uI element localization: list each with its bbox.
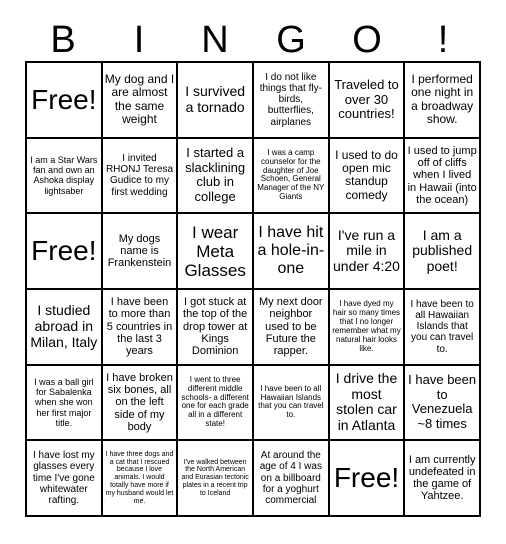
bingo-cell[interactable] [404, 440, 480, 516]
bingo-cell-text: Free! [333, 462, 400, 494]
bingo-cell[interactable] [102, 365, 178, 441]
bingo-cell[interactable] [26, 365, 102, 441]
bingo-cell[interactable] [177, 62, 253, 138]
bingo-cell[interactable] [26, 213, 102, 289]
bingo-header [25, 18, 481, 62]
bingo-cell[interactable] [404, 138, 480, 214]
bingo-cell[interactable] [329, 213, 405, 289]
bingo-cell[interactable] [329, 289, 405, 365]
bingo-cell-text: I invited RHONJ Teresa Gudice to my first wedding [105, 153, 174, 198]
bingo-cell-text: I have been to more than 5 countries in the last 3 years [106, 296, 173, 358]
bingo-cell-text: At around the age of 4 I was on a billboard for a yoghurt commercial [259, 450, 322, 506]
bingo-cell[interactable] [177, 138, 253, 214]
bingo-cell[interactable] [177, 289, 253, 365]
bingo-cell[interactable] [253, 138, 329, 214]
bingo-cell-text: Free! [31, 235, 97, 267]
bingo-cell[interactable] [253, 365, 329, 441]
bingo-cell[interactable] [253, 62, 329, 138]
bingo-cell[interactable] [102, 213, 178, 289]
bingo-cell-text: I got stuck at the top of the drop tower at Kings Dominion [183, 296, 248, 358]
bingo-cell-text: I was a camp counselor for the daughter of Joe Schoen, General Manager of the NY Giants [257, 147, 325, 202]
bingo-cell[interactable] [404, 365, 480, 441]
header-letter-g: G [276, 19, 306, 61]
bingo-cell-text: I have been to all Hawaiian Islands that you can travel to. [410, 298, 474, 355]
bingo-cell-text: My dogs name is Frankenstein [107, 232, 172, 270]
bingo-cell-text: I have hit a hole-in-one [257, 224, 325, 278]
bingo-cell-text: I drive the most stolen car in Atlanta [335, 370, 398, 434]
bingo-cell-text: I've run a mile in under 4:20 [333, 226, 400, 274]
bingo-cell[interactable] [26, 289, 102, 365]
bingo-cell-text: I have broken six bones, all on the left side of my body [106, 371, 173, 433]
bingo-cell[interactable] [404, 289, 480, 365]
bingo-cell[interactable] [329, 62, 405, 138]
bingo-cell-text: I have been to Venezuela ~8 times [408, 372, 477, 432]
bingo-cell[interactable] [329, 440, 405, 516]
bingo-cell-text: I have lost my glasses every time I've gone whitewater rafting. [32, 450, 95, 506]
bingo-cell-text: I was a ball girl for Sabalenka when she won her first major title. [34, 377, 94, 428]
bingo-cell[interactable] [253, 289, 329, 365]
header-letter-n: N [201, 19, 229, 61]
bingo-cell-text: I have dyed my hair so many times that I no longer remember what my natural hair looks like. [332, 298, 401, 353]
bingo-cell[interactable] [102, 440, 178, 516]
bingo-cell[interactable] [26, 62, 102, 138]
bingo-cell[interactable] [102, 289, 178, 365]
bingo-cell[interactable] [102, 138, 178, 214]
bingo-cell[interactable] [329, 365, 405, 441]
bingo-cell-text: I do not like things that fly- birds, butterflies, airplanes [259, 71, 322, 128]
bingo-cell-text: I started a slacklining club in college [185, 145, 246, 205]
bingo-cell-text: Traveled to over 30 countries! [334, 77, 399, 122]
bingo-cell-text: I have three dogs and a cat that I rescued because I love animals. I would totally have more if my husband would let me. [105, 450, 174, 505]
bingo-grid [25, 61, 481, 517]
bingo-cell[interactable] [253, 213, 329, 289]
bingo-cell-text: I used to do open mic standup comedy [335, 147, 398, 202]
bingo-cell-text: I performed one night in a broadway show. [411, 71, 474, 127]
bingo-cell[interactable] [177, 440, 253, 516]
bingo-cell-text: I am currently undefeated in the game of Yahtzee. [408, 453, 476, 503]
header-letter-b: B [50, 19, 76, 61]
bingo-cell-text: I went to three different middle schools- a different one for each grade all in a different state! [181, 374, 249, 429]
bingo-cell[interactable] [329, 138, 405, 214]
header-exclamation: ! [437, 19, 449, 61]
bingo-cell[interactable] [177, 365, 253, 441]
bingo-cell[interactable] [102, 62, 178, 138]
bingo-cell-text: My dog and I are almost the same weight [104, 71, 175, 127]
bingo-cell-text: Free! [31, 84, 97, 116]
bingo-cell-text: I studied abroad in Milan, Italy [30, 302, 98, 350]
header-letter-i: I [133, 19, 145, 61]
header-letter-o: O [352, 19, 382, 61]
bingo-cell[interactable] [26, 440, 102, 516]
bingo-cell-text: I am a Star Wars fan and own an Ashoka display lightsaber [30, 155, 98, 196]
bingo-cell[interactable] [404, 213, 480, 289]
bingo-cell[interactable] [253, 440, 329, 516]
bingo-cell-text: I've walked between the North American and Eurasian tectonic plates in a recent trip to Iceland [181, 458, 249, 497]
bingo-cell-text: I survived a tornado [185, 83, 246, 115]
bingo-cell-text: I am a published poet! [412, 226, 473, 274]
bingo-cell-text: I used to jump off of cliffs when I lived in Hawaii (into the ocean) [407, 144, 477, 206]
bingo-cell-text: I wear Meta Glasses [184, 222, 246, 280]
bingo-cell-text: I have been to all Hawaiian Islands that you can travel to. [258, 383, 324, 420]
bingo-cell[interactable] [26, 138, 102, 214]
bingo-cell[interactable] [404, 62, 480, 138]
bingo-cell-text: My next door neighbor used to be Future the rapper. [259, 296, 323, 358]
bingo-cell[interactable] [177, 213, 253, 289]
